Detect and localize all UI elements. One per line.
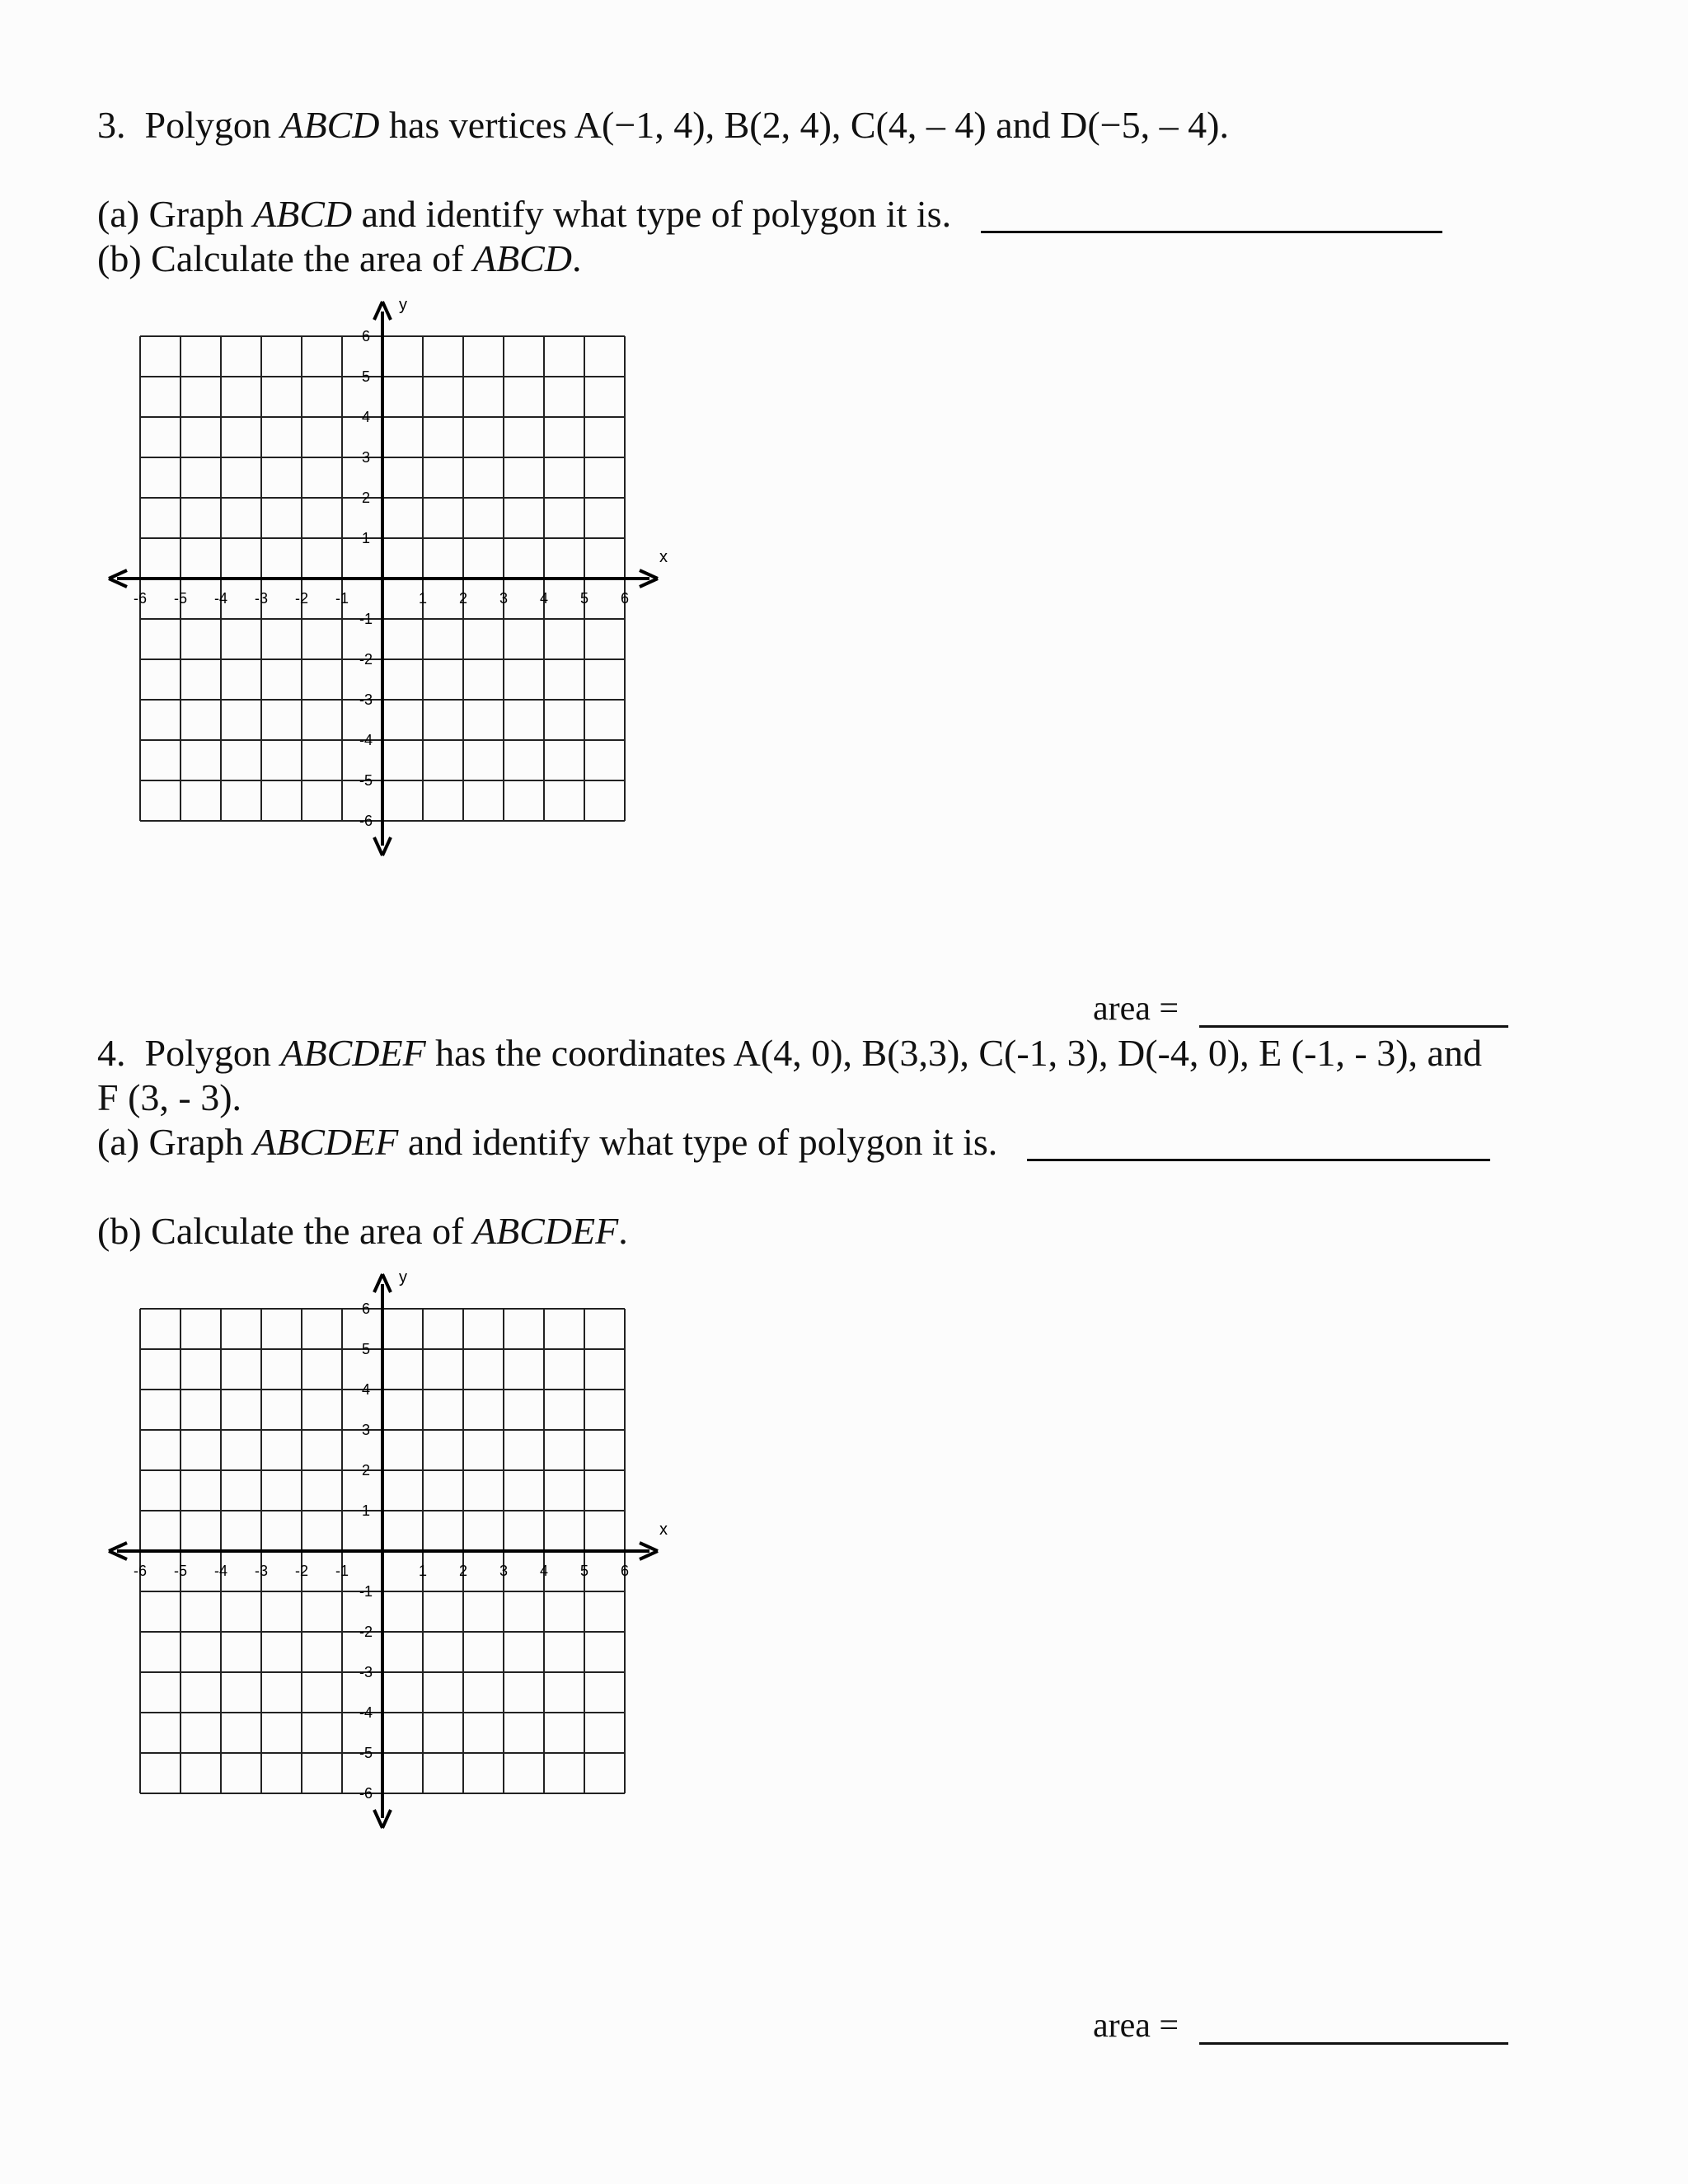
y-tick-label: -2 xyxy=(359,651,373,668)
problem3-area-answer-line[interactable] xyxy=(1199,1025,1508,1028)
x-tick-label: -1 xyxy=(335,590,349,607)
problem4-intro-after: has the coordinates A(4, 0), B(3,3), C(-1, 3), D(-4, 0), E (-1, - 3), and xyxy=(425,1032,1482,1074)
y-tick-label: -4 xyxy=(359,1704,373,1721)
x-tick-label: 5 xyxy=(579,590,589,607)
x-tick-label: 2 xyxy=(458,1563,468,1579)
x-tick-label: -4 xyxy=(213,1563,228,1579)
problem4-area-answer-line[interactable] xyxy=(1199,2042,1508,2045)
x-tick-label: -2 xyxy=(294,590,309,607)
x-tick-label: -4 xyxy=(213,590,228,607)
problem4-part-b-prefix: (b) Calculate the area of xyxy=(97,1210,473,1252)
problem3-statement xyxy=(97,103,1229,148)
y-tick-label: 2 xyxy=(361,1462,371,1479)
problem4-area-label: area = xyxy=(1093,2007,1179,2045)
problem3-part-b-polygon: ABCD xyxy=(472,237,573,279)
y-tick-label: -3 xyxy=(359,691,373,708)
x-tick-label: -5 xyxy=(173,590,188,607)
y-tick-label: 4 xyxy=(361,1381,371,1398)
y-tick-label: 3 xyxy=(361,1422,371,1438)
x-tick-label: 3 xyxy=(499,1563,509,1579)
x-tick-label: -2 xyxy=(294,1563,309,1579)
y-tick-label: -6 xyxy=(359,1785,373,1802)
y-tick-label: -1 xyxy=(359,1583,373,1600)
x-tick-label: 1 xyxy=(418,1563,428,1579)
x-tick-label: 6 xyxy=(620,590,630,607)
y-axis-label: y xyxy=(399,1268,407,1286)
y-tick-label: 6 xyxy=(361,1301,371,1317)
x-tick-label: 4 xyxy=(539,1563,549,1579)
problem4-type-answer-line[interactable] xyxy=(1027,1159,1490,1161)
y-tick-label: -5 xyxy=(359,1745,373,1761)
problem4-part-b-suffix: . xyxy=(618,1210,628,1252)
y-tick-label: -3 xyxy=(359,1664,373,1680)
problem4-part-a-prefix: (a) Graph xyxy=(97,1121,254,1163)
problem3-area-label: area = xyxy=(1093,990,1179,1028)
problem3-intro-after: has vertices A(−1, 4), B(2, 4), C(4, – 4) and D(−5, – 4). xyxy=(379,104,1229,146)
y-tick-label: 2 xyxy=(361,490,371,506)
x-tick-label: -1 xyxy=(335,1563,349,1579)
y-tick-label: 5 xyxy=(361,368,371,385)
problem4-part-a-suffix: and identify what type of polygon it is. xyxy=(398,1121,998,1163)
x-tick-label: -6 xyxy=(133,1563,148,1579)
problem3-part-a-prefix: (a) Graph xyxy=(97,193,254,235)
y-tick-label: 4 xyxy=(361,409,371,425)
problem4-coordinate-grid[interactable] xyxy=(107,1269,668,1830)
x-tick-label: -3 xyxy=(254,590,269,607)
problem4-part-b-polygon: ABCDEF xyxy=(472,1210,619,1252)
problem3-part-a-suffix: and identify what type of polygon it is. xyxy=(352,193,952,235)
problem4-statement xyxy=(97,1031,1482,1076)
problem4-number: 4. xyxy=(97,1032,126,1074)
y-tick-label: -6 xyxy=(359,813,373,829)
y-tick-label: 5 xyxy=(361,1341,371,1357)
x-axis-label: x xyxy=(659,548,668,566)
y-tick-label: 3 xyxy=(361,449,371,466)
x-tick-label: 2 xyxy=(458,590,468,607)
y-axis-label: y xyxy=(399,296,407,314)
problem3-part-a xyxy=(97,192,951,237)
y-tick-label: -5 xyxy=(359,772,373,789)
problem3-type-answer-line[interactable] xyxy=(981,231,1442,233)
y-tick-label: -4 xyxy=(359,732,373,748)
y-tick-label: 1 xyxy=(361,1502,371,1519)
problem3-coordinate-grid[interactable] xyxy=(107,297,668,857)
problem4-statement-line2: F (3, - 3). xyxy=(97,1076,242,1118)
problem3-intro-before: Polygon xyxy=(144,104,281,146)
problem4-part-b xyxy=(97,1209,628,1254)
x-tick-label: -6 xyxy=(133,590,148,607)
x-tick-label: 6 xyxy=(620,1563,630,1579)
x-tick-label: 3 xyxy=(499,590,509,607)
problem4-part-a xyxy=(97,1120,997,1165)
y-tick-label: 6 xyxy=(361,328,371,344)
x-tick-label: -3 xyxy=(254,1563,269,1579)
x-tick-label: 5 xyxy=(579,1563,589,1579)
problem3-part-b-suffix: . xyxy=(572,237,582,279)
y-tick-label: -1 xyxy=(359,611,373,627)
problem4-polygon-name: ABCDEF xyxy=(280,1032,426,1074)
problem4-intro-before: Polygon xyxy=(144,1032,281,1074)
y-tick-label: 1 xyxy=(361,530,371,546)
y-tick-label: -2 xyxy=(359,1624,373,1640)
problem3-polygon-name: ABCD xyxy=(280,104,380,146)
problem3-part-a-polygon: ABCD xyxy=(253,193,353,235)
problem3-part-b xyxy=(97,237,582,281)
problem3-part-b-prefix: (b) Calculate the area of xyxy=(97,237,473,279)
x-tick-label: 4 xyxy=(539,590,549,607)
x-tick-label: 1 xyxy=(418,590,428,607)
problem3-number: 3. xyxy=(97,104,126,146)
x-axis-label: x xyxy=(659,1521,668,1539)
problem4-part-a-polygon: ABCDEF xyxy=(253,1121,399,1163)
x-tick-label: -5 xyxy=(173,1563,188,1579)
